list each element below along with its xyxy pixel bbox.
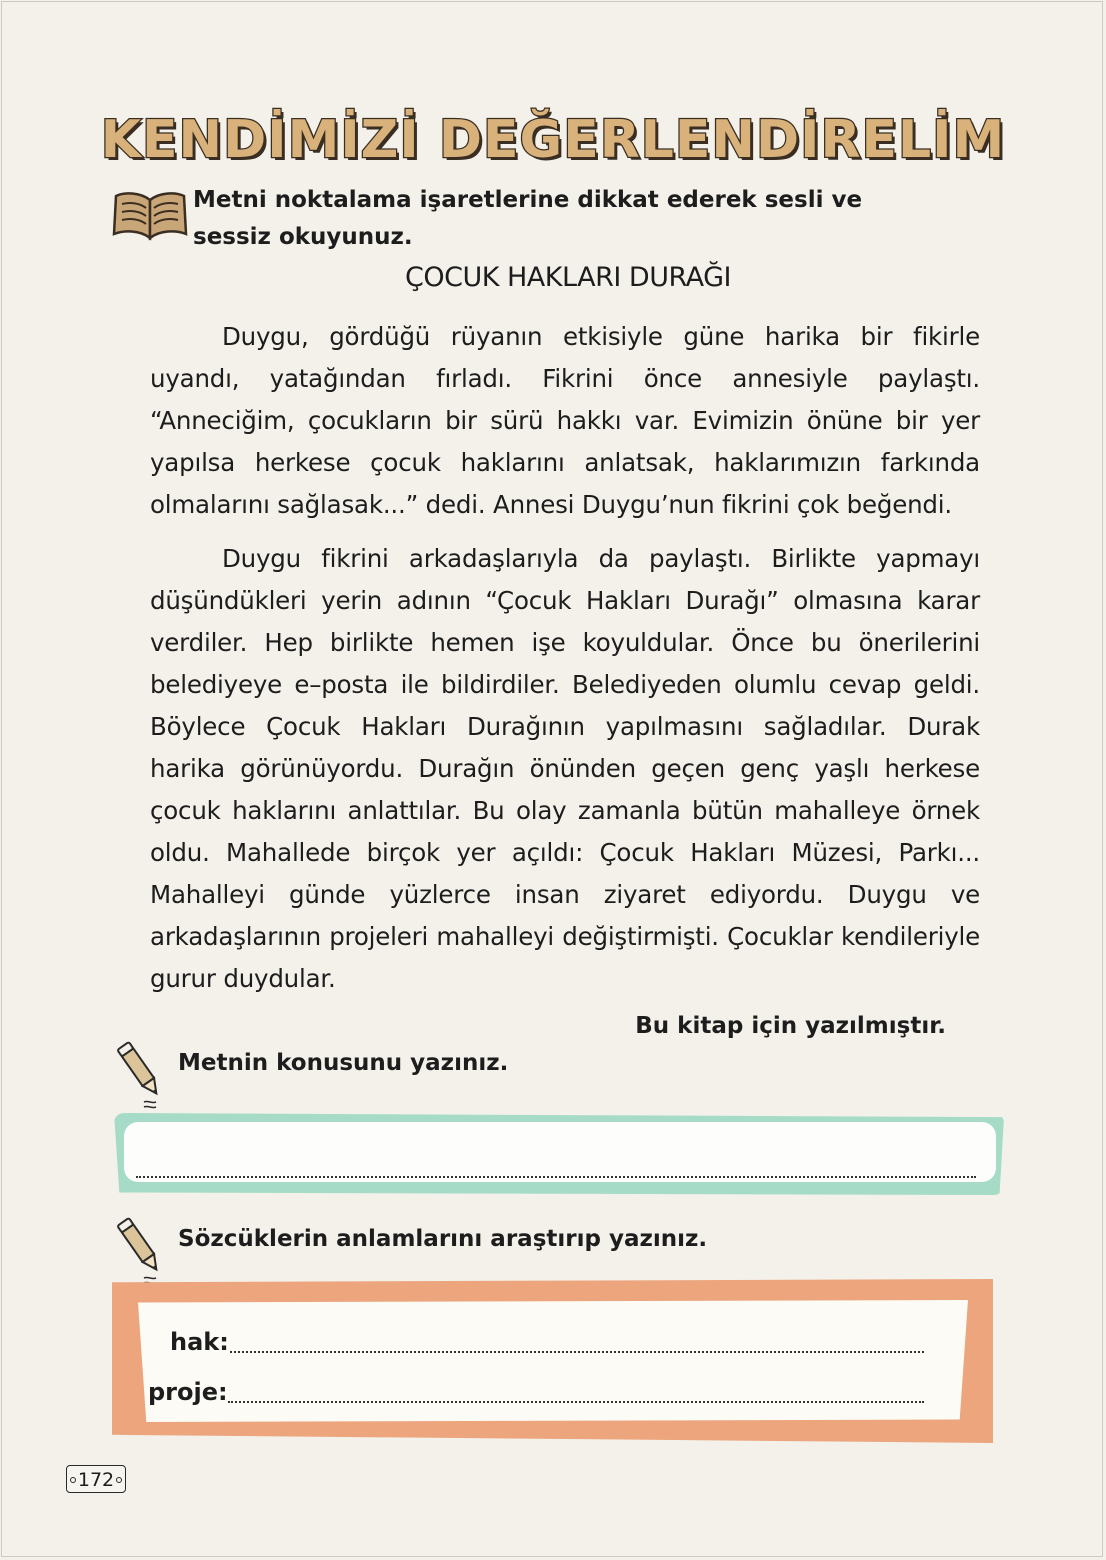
story-title: ÇOCUK HAKLARI DURAĞI bbox=[404, 262, 732, 293]
open-book-icon bbox=[112, 190, 188, 242]
page-number: 172 bbox=[66, 1465, 126, 1493]
words-prompt: Sözcüklerin anlamlarını araştırıp yazınız. bbox=[178, 1226, 708, 1252]
hak-answer-line[interactable] bbox=[230, 1351, 924, 1353]
topic-answer-area[interactable] bbox=[124, 1122, 996, 1182]
word-label-hak: hak: bbox=[170, 1328, 229, 1356]
words-answer-area bbox=[138, 1300, 968, 1422]
pencil-icon bbox=[116, 1212, 168, 1286]
story-paragraph-1: Duygu, gördüğü rüyanın etkisiyle güne harika bir fikirle uyandı, yatağından fırladı. Fikrini önce annesiyle paylaştı. “Anneciğim, çocukların bir sürü hakkı var. Evimizin önüne bir yer yapılsa herkese çocuk haklarını anlatsak, haklarımızın farkında olmalarını sağlasak...” dedi. Annesi Duygu’nun fikrini çok beğendi. bbox=[150, 322, 980, 519]
proje-answer-line[interactable] bbox=[228, 1401, 924, 1403]
story-source: Bu kitap için yazılmıştır. bbox=[635, 1013, 946, 1039]
story-paragraph-2: Duygu fikrini arkadaşlarıyla da paylaştı. Birlikte yapmayı düşündükleri yerin adının “Çocuk Hakları Durağı” olmasına karar verdiler. Hep birlikte hemen işe koyuldular. Önce bu önerilerini belediyeye e–posta ile bildirdiler. Belediyeden olumlu cevap geldi. Böylece Çocuk Hakları Durağının yapılmasını sağladılar. Durak harika görünüyordu. Durağın önünden geçen genç yaşlı herkese çocuk haklarını anlattılar. Bu olay zamanla bütün mahalleye örnek oldu. Mahallede birçok yer açıldı: Çocuk Hakları Müzesi, Parkı... Mahalleyi günde yüzlerce insan ziyaret ediyordu. Duygu ve arkadaşlarının projeleri mahalleyi değiştirmişti. Çocuklar kendileriyle gurur duydular. bbox=[150, 544, 980, 993]
pencil-icon bbox=[116, 1036, 168, 1110]
word-label-proje: proje: bbox=[148, 1378, 228, 1406]
reading-instruction: Metni noktalama işaretlerine dikkat ederek sesli ve sessiz okuyunuz. bbox=[193, 187, 863, 250]
page-title: KENDİMİZİ DEĞERLENDİRELİM bbox=[100, 110, 1006, 170]
topic-prompt: Metnin konusunu yazınız. bbox=[178, 1050, 509, 1076]
topic-answer-line[interactable] bbox=[136, 1176, 976, 1178]
